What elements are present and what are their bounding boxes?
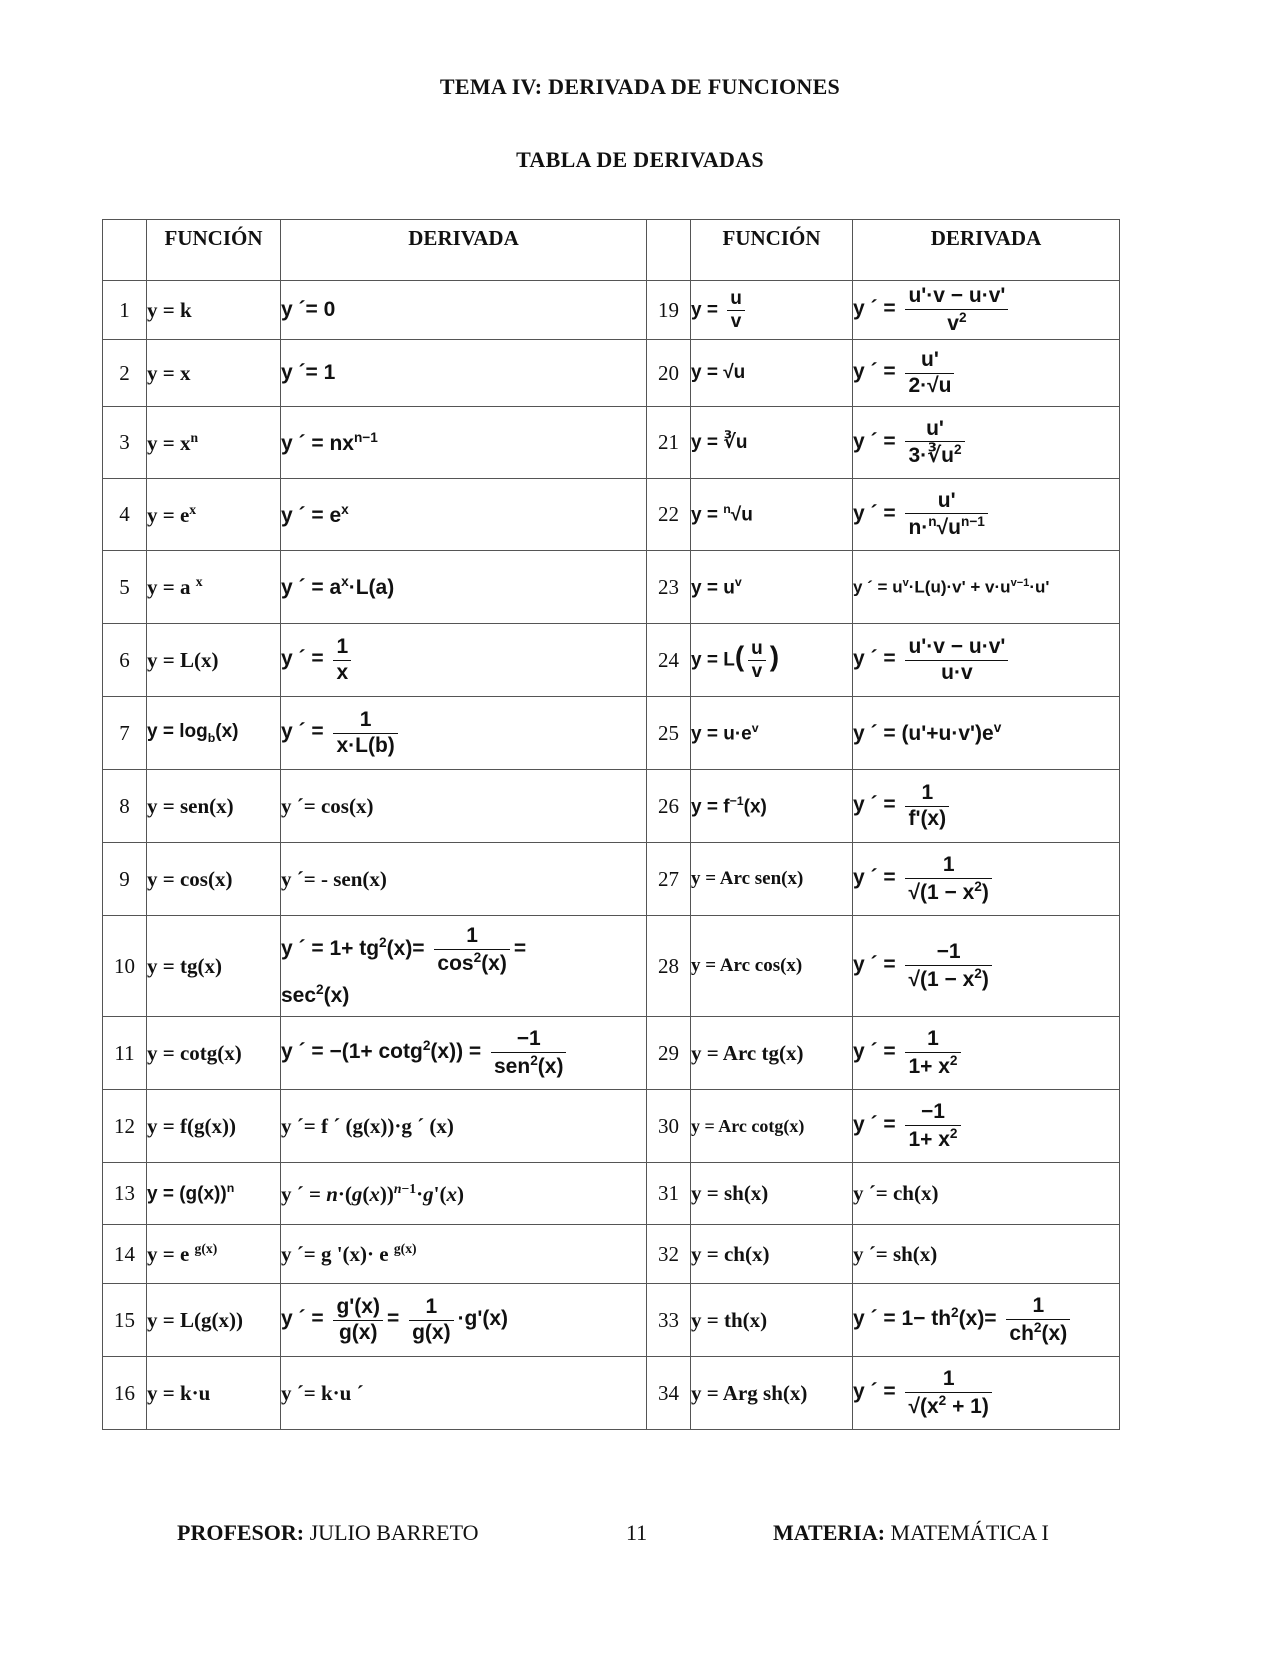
- row-number: 4: [103, 479, 147, 551]
- derivative-cell: y ´= 0: [281, 281, 647, 340]
- function-cell: y = L( $\frac{u}{v}$ ): [691, 624, 853, 697]
- table-row: [103, 551, 1120, 624]
- row-number: 5: [103, 551, 147, 624]
- derivative-cell: y ´ = $\frac{-1}{1+ x^2}$: [853, 1090, 1120, 1163]
- derivative-cell: y ´ = $\frac{1}{x}$: [281, 624, 647, 697]
- derivative-cell: y ´ = $\frac{u'}{n\cdot^n√u^{n-1}}$: [853, 479, 1120, 551]
- derivative-cell: y ´ = $\frac{1}{x\cdot L(b)}$: [281, 697, 647, 770]
- row-number: 19: [647, 281, 691, 340]
- header-derivada-left: DERIVADA: [281, 220, 647, 281]
- function-cell: y = sh(x): [691, 1163, 853, 1225]
- function-cell: $y = u^v$: [691, 551, 853, 624]
- table-row: [103, 1284, 1120, 1357]
- function-cell: y = Arc tg(x): [691, 1017, 853, 1090]
- derivative-cell: y ´ = $1- th^2(x)=$ $\frac{1}{ch^2(x)}$: [853, 1284, 1120, 1357]
- row-number: 9: [103, 843, 147, 916]
- materia-label: MATERIA:: [773, 1520, 886, 1545]
- header-funcion-left: FUNCIÓN: [147, 220, 281, 281]
- row-number: 20: [647, 340, 691, 407]
- row-number: 15: [103, 1284, 147, 1357]
- function-cell: y = cos(x): [147, 843, 281, 916]
- row-number: 34: [647, 1357, 691, 1430]
- derivative-cell: y ´ = $\frac{1}{1+ x^2}$: [853, 1017, 1120, 1090]
- function-cell: y = $\frac{u}{v}$: [691, 281, 853, 340]
- derivative-cell: y ´= 1: [281, 340, 647, 407]
- profesor-label: PROFESOR:: [177, 1520, 305, 1545]
- header-num-left: [103, 220, 147, 281]
- header-num-right: [647, 220, 691, 281]
- derivative-cell: y ´= f ´ (g(x))·g ´ (x): [281, 1090, 647, 1163]
- function-cell: $y = u\cdot e^v$: [691, 697, 853, 770]
- row-number: 14: [103, 1225, 147, 1284]
- function-cell: y = sen(x): [147, 770, 281, 843]
- profesor-name: JULIO BARRETO: [309, 1520, 479, 1545]
- row-number: 30: [647, 1090, 691, 1163]
- derivative-cell: y ´ = $\frac{1}{√(1 - x^2)}$: [853, 843, 1120, 916]
- derivative-cell: y ´ = $nx^{n-1}$: [281, 407, 647, 479]
- derivative-cell: y ´ = $\frac{u'\cdot v - u\cdot v'}{v^2}$: [853, 281, 1120, 340]
- row-number: 27: [647, 843, 691, 916]
- function-cell: y = tg(x): [147, 916, 281, 1017]
- row-number: 11: [103, 1017, 147, 1090]
- function-cell: y = Arc cotg(x): [691, 1090, 853, 1163]
- row-number: 21: [647, 407, 691, 479]
- header-derivada-right: DERIVADA: [853, 220, 1120, 281]
- derivative-cell: y ´ = $\frac{u'\cdot v - u\cdot v'}{u\cdot v}$: [853, 624, 1120, 697]
- table-title: TABLA DE DERIVADAS: [516, 147, 764, 172]
- derivative-cell: y ´= k·u ´: [281, 1357, 647, 1430]
- derivative-cell: y ´= ch(x): [853, 1163, 1120, 1225]
- derivative-cell: y ´ = $1+ tg^2(x)=$ $\frac{1}{\cos^2(x)}$ = $\sec^2(x)$: [281, 916, 647, 1017]
- row-number: 10: [103, 916, 147, 1017]
- function-cell: y = Arg sh(x): [691, 1357, 853, 1430]
- function-cell: y = cotg(x): [147, 1017, 281, 1090]
- row-number: 33: [647, 1284, 691, 1357]
- row-number: 32: [647, 1225, 691, 1284]
- table-row: [103, 1090, 1120, 1163]
- function-cell: y = ch(x): [691, 1225, 853, 1284]
- header-funcion-right: FUNCIÓN: [691, 220, 853, 281]
- table-row: [103, 624, 1120, 697]
- row-number: 29: [647, 1017, 691, 1090]
- derivative-cell: y ´ = −(1+ cotg$^2$(x)) = $\frac{-1}{sen^2(x)}$: [281, 1017, 647, 1090]
- table-row: [103, 697, 1120, 770]
- table-row: [103, 407, 1120, 479]
- derivative-cell: y ´ = $\frac{1}{√(x^2 + 1)}$: [853, 1357, 1120, 1430]
- derivative-cell: y ´ = $a^x\cdot L(a)$: [281, 551, 647, 624]
- row-number: 24: [647, 624, 691, 697]
- table-row: [103, 916, 1120, 1017]
- table-row: [103, 1163, 1120, 1225]
- function-cell: $y = x^n$: [147, 407, 281, 479]
- derivative-cell: y ´ = $\frac{u'}{3\cdot∛u^2}$: [853, 407, 1120, 479]
- table-header-row: [103, 220, 1120, 281]
- table-row: [103, 281, 1120, 340]
- derivative-cell: y ´ = $e^x$: [281, 479, 647, 551]
- function-cell: $y = (g(x))^n$: [147, 1163, 281, 1225]
- row-number: 12: [103, 1090, 147, 1163]
- row-number: 25: [647, 697, 691, 770]
- row-number: 3: [103, 407, 147, 479]
- row-number: 7: [103, 697, 147, 770]
- function-cell: y = ∛u: [691, 407, 853, 479]
- table-row: [103, 843, 1120, 916]
- row-number: 2: [103, 340, 147, 407]
- footer-materia: [773, 1520, 1049, 1546]
- row-number: 8: [103, 770, 147, 843]
- function-cell: y = x: [147, 340, 281, 407]
- row-number: 6: [103, 624, 147, 697]
- row-number: 22: [647, 479, 691, 551]
- table-row: [103, 1017, 1120, 1090]
- table-row: [103, 340, 1120, 407]
- derivative-cell: y ´= sh(x): [853, 1225, 1120, 1284]
- table-row: [103, 770, 1120, 843]
- derivative-cell: y ´ = $\frac{g'(x)}{g(x)}$ = $\frac{1}{g(x)}$ ·g'(x): [281, 1284, 647, 1357]
- page-number: 11: [626, 1520, 648, 1545]
- derivative-cell: y ´ = $(u'+u\cdot v')e^v$: [853, 697, 1120, 770]
- derivative-cell: y ´ = $\frac{-1}{√(1 - x^2)}$: [853, 916, 1120, 1017]
- derivatives-table: [102, 219, 1120, 1430]
- function-cell: $y = f^{-1}(x)$: [691, 770, 853, 843]
- row-number: 23: [647, 551, 691, 624]
- function-cell: $y = e^x$: [147, 479, 281, 551]
- row-number: 28: [647, 916, 691, 1017]
- function-cell: y = k·u: [147, 1357, 281, 1430]
- row-number: 31: [647, 1163, 691, 1225]
- derivative-cell: y ´= cos(x): [281, 770, 647, 843]
- derivative-cell: y ´= g '(x)· e $^{g(x)}$: [281, 1225, 647, 1284]
- derivative-cell: y ´ = $n\cdot(g(x))^{n-1}\cdot g'(x)$: [281, 1163, 647, 1225]
- function-cell: $y = \log_b(x)$: [147, 697, 281, 770]
- function-cell: y = e $^{g(x)}$: [147, 1225, 281, 1284]
- page-title: TEMA IV: DERIVADA DE FUNCIONES: [439, 74, 841, 99]
- function-cell: y = √u: [691, 340, 853, 407]
- row-number: 16: [103, 1357, 147, 1430]
- row-number: 13: [103, 1163, 147, 1225]
- table-row: [103, 479, 1120, 551]
- function-cell: y = k: [147, 281, 281, 340]
- function-cell: y = a $^x$: [147, 551, 281, 624]
- function-cell: y = L(x): [147, 624, 281, 697]
- function-cell: y = L(g(x)): [147, 1284, 281, 1357]
- derivative-cell: y ´ = $\frac{u'}{2\cdot√u}$: [853, 340, 1120, 407]
- function-cell: y = $^n$√u: [691, 479, 853, 551]
- function-cell: y = Arc sen(x): [691, 843, 853, 916]
- row-number: 1: [103, 281, 147, 340]
- function-cell: y = th(x): [691, 1284, 853, 1357]
- function-cell: y = f(g(x)): [147, 1090, 281, 1163]
- materia-name: MATEMÁTICA I: [890, 1520, 1049, 1545]
- derivative-cell: y ´= - sen(x): [281, 843, 647, 916]
- derivative-cell: y ´ = $u^v\cdot L(u)\cdot v' + v\cdot u^{v-1}\cdot u'$: [853, 551, 1120, 624]
- table-row: [103, 1225, 1120, 1284]
- table-row: [103, 1357, 1120, 1430]
- footer-profesor: [177, 1520, 479, 1546]
- row-number: 26: [647, 770, 691, 843]
- function-cell: y = Arc cos(x): [691, 916, 853, 1017]
- derivative-cell: y ´ = $\frac{1}{f'(x)}$: [853, 770, 1120, 843]
